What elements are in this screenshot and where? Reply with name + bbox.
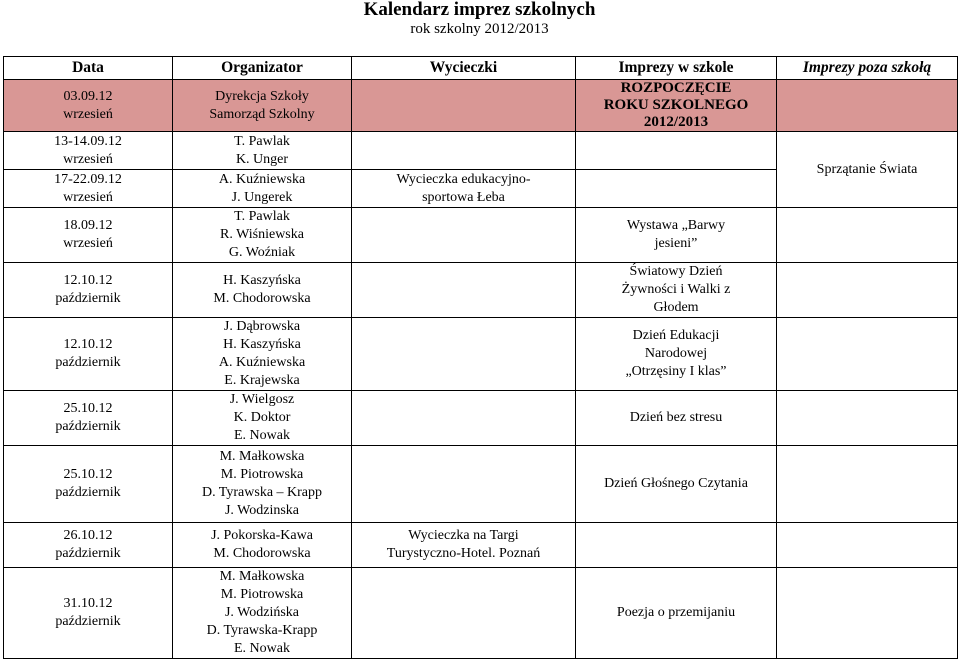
cell-line: 13-14.09.12 — [54, 133, 122, 149]
cell-line: październik — [55, 485, 121, 500]
cell-line: ROKU SZKOLNEGO — [603, 97, 749, 113]
cell-date — [4, 318, 173, 391]
cell-school — [576, 132, 777, 170]
cell-trip — [352, 132, 576, 170]
cell-school — [576, 318, 777, 391]
cell-date — [4, 446, 173, 523]
cell-trip — [352, 446, 576, 523]
cell-outside — [777, 446, 958, 523]
cell-outside — [777, 318, 958, 391]
header-date: Data — [4, 57, 173, 80]
cell-line: M. Małkowska — [219, 449, 305, 464]
cell-line: Dzień bez stresu — [629, 410, 723, 425]
table-row — [4, 391, 958, 446]
cell-trip — [352, 523, 576, 568]
cell-line: M. Chodorowska — [213, 546, 311, 561]
cell-date — [4, 132, 173, 170]
cell-date — [4, 568, 173, 659]
cell-org — [173, 391, 352, 446]
cell-line: październik — [55, 614, 121, 629]
cell-org — [173, 80, 352, 132]
cell-trip — [352, 170, 576, 208]
page-title: Kalendarz imprez szkolnych — [363, 0, 596, 20]
cell-line: Światowy Dzień — [629, 264, 723, 279]
cell-line: J. Ungerek — [231, 189, 293, 205]
cell-line: M. Chodorowska — [213, 291, 311, 306]
cell-line: J. Pokorska-Kawa — [211, 528, 313, 543]
cell-line: „Otrzęsiny I klas” — [625, 364, 727, 379]
cell-date — [4, 523, 173, 568]
header-row — [4, 57, 958, 80]
events-table — [3, 56, 958, 659]
cell-org — [173, 523, 352, 568]
cell-line: Sprzątanie Świata — [816, 161, 918, 177]
table-row — [4, 568, 958, 659]
cell-date — [4, 391, 173, 446]
cell-line: T. Pawlak — [234, 209, 290, 224]
cell-line: K. Unger — [235, 151, 289, 167]
cell-trip — [352, 208, 576, 263]
cell-line: G. Woźniak — [228, 245, 296, 260]
table-row — [4, 80, 958, 132]
cell-line: 12.10.12 — [63, 337, 113, 352]
cell-line: Samorząd Szkolny — [209, 106, 315, 122]
table-row — [4, 263, 958, 318]
cell-line: Turystyczno-Hotel. Poznań — [386, 546, 541, 561]
cell-line: D. Tyrawska – Krapp — [201, 485, 323, 500]
cell-line: 26.10.12 — [63, 528, 113, 543]
cell-line: J. Dąbrowska — [223, 319, 301, 334]
cell-org — [173, 446, 352, 523]
cell-line: Dzień Głośnego Czytania — [604, 476, 748, 491]
cell-trip — [352, 263, 576, 318]
cell-line: Poezja o przemijaniu — [616, 605, 736, 620]
cell-line: 25.10.12 — [63, 467, 113, 482]
cell-line: H. Kaszyńska — [223, 337, 301, 352]
cell-trip — [352, 318, 576, 391]
cell-org — [173, 170, 352, 208]
cell-school — [576, 170, 777, 208]
cell-line: Żywności i Walki z — [621, 282, 731, 297]
cell-org — [173, 208, 352, 263]
cell-line: A. Kuźniewska — [218, 171, 306, 187]
cell-line: 17-22.09.12 — [54, 171, 122, 187]
cell-line: wrzesień — [63, 106, 113, 122]
table-body — [4, 80, 958, 659]
header-trips: Wycieczki — [352, 57, 576, 80]
cell-line: A. Kuźniewska — [218, 355, 306, 370]
cell-line: 25.10.12 — [63, 401, 113, 416]
cell-date — [4, 208, 173, 263]
cell-line: M. Piotrowska — [220, 587, 304, 602]
cell-trip — [352, 80, 576, 132]
cell-date — [4, 80, 173, 132]
cell-line: Dzień Edukacji — [632, 328, 720, 343]
cell-line: wrzesień — [63, 189, 113, 205]
cell-org — [173, 132, 352, 170]
cell-line: 31.10.12 — [63, 596, 113, 611]
cell-outside — [777, 80, 958, 132]
cell-line: J. Wielgosz — [229, 392, 295, 407]
header-school-events: Imprezy w szkole — [576, 57, 777, 80]
cell-line: wrzesień — [63, 151, 113, 167]
cell-line: E. Nowak — [234, 428, 290, 443]
cell-outside — [777, 523, 958, 568]
cell-line: 18.09.12 — [63, 218, 113, 233]
cell-org — [173, 568, 352, 659]
cell-school — [576, 446, 777, 523]
cell-line: październik — [55, 419, 121, 434]
header-organizer: Organizator — [173, 57, 352, 80]
cell-line: 12.10.12 — [63, 273, 113, 288]
cell-line: E. Krajewska — [224, 373, 300, 388]
page-subtitle: rok szkolny 2012/2013 — [410, 21, 549, 37]
cell-line: październik — [55, 291, 121, 306]
cell-line: Wycieczka edukacyjno- — [396, 171, 531, 187]
cell-outside — [777, 391, 958, 446]
cell-line: Wystawa „Barwy — [626, 218, 726, 233]
cell-line: H. Kaszyńska — [223, 273, 301, 288]
cell-line: 03.09.12 — [63, 88, 113, 104]
cell-line: D. Tyrawska-Krapp — [206, 623, 318, 638]
cell-line: jesieni” — [654, 236, 698, 251]
cell-line: sportowa Łeba — [422, 189, 505, 205]
cell-line: K. Doktor — [233, 410, 291, 425]
cell-line: 2012/2013 — [643, 114, 709, 130]
cell-school — [576, 568, 777, 659]
cell-line: Wycieczka na Targi — [408, 528, 519, 543]
cell-outside — [777, 568, 958, 659]
cell-line: Głodem — [653, 300, 699, 315]
cell-line: Dyrekcja Szkoły — [215, 88, 309, 104]
cell-line: M. Piotrowska — [220, 467, 304, 482]
cell-line: Narodowej — [644, 346, 708, 361]
header-outside-events: Imprezy poza szkołą — [777, 57, 958, 80]
table-row — [4, 523, 958, 568]
cell-line: J. Wodzinska — [224, 503, 300, 518]
table-row — [4, 318, 958, 391]
cell-date — [4, 263, 173, 318]
cell-outside — [777, 132, 958, 208]
cell-trip — [352, 568, 576, 659]
cell-school — [576, 263, 777, 318]
cell-line: E. Nowak — [234, 641, 290, 656]
cell-outside — [777, 263, 958, 318]
cell-outside — [777, 208, 958, 263]
cell-org — [173, 263, 352, 318]
cell-line: T. Pawlak — [234, 133, 290, 149]
table-row — [4, 132, 958, 170]
cell-line: ROZPOCZĘCIE — [620, 80, 732, 96]
cell-school — [576, 391, 777, 446]
cell-line: październik — [55, 546, 121, 561]
cell-line: J. Wodzińska — [224, 605, 300, 620]
cell-line: październik — [55, 355, 121, 370]
cell-trip — [352, 391, 576, 446]
cell-school — [576, 523, 777, 568]
cell-line: R. Wiśniewska — [220, 227, 304, 242]
table-row — [4, 208, 958, 263]
cell-line: M. Małkowska — [219, 569, 305, 584]
cell-school — [576, 208, 777, 263]
cell-school — [576, 80, 777, 132]
cell-line: wrzesień — [63, 236, 113, 251]
cell-org — [173, 318, 352, 391]
table-row — [4, 446, 958, 523]
cell-date — [4, 170, 173, 208]
